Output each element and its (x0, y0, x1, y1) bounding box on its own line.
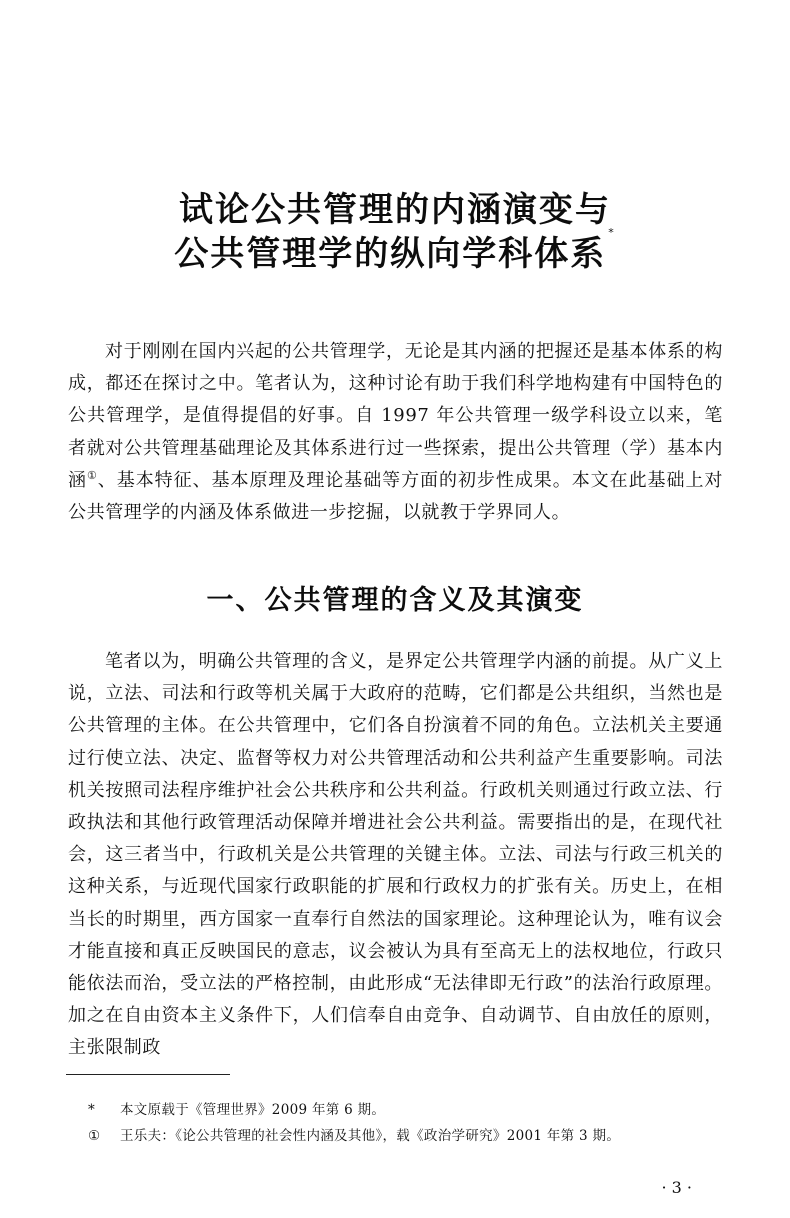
footnote-marker: * (88, 1102, 96, 1118)
title-text-2: 公共管理学的纵向学科体系 (174, 234, 607, 274)
intro-text-part-1: 对于刚刚在国内兴起的公共管理学，无论是其内涵的把握还是基本体系的构成，都还在探讨之中。笔者认为，这种讨论有助于我们科学地构建有中国特色的公共管理学，是值得提倡的好事。自 1997 年公共管理一级学科设立以来，笔者就对公共管理基础理论及其体系进行过一些探索，提出公共管理（学）基本内涵 (68, 341, 723, 491)
footnote-divider (66, 1074, 230, 1075)
article-title-line-1 (0, 182, 790, 231)
section-heading: 一、公共管理的含义及其演变 (206, 585, 584, 616)
footnote-marker: ① (88, 1128, 101, 1144)
intro-text-part-2: 、基本特征、基本原理及理论基础等方面的初步性成果。本文在此基础上对公共管理学的内涵及体系做进一步挖掘，以就教于学界同人。 (68, 469, 724, 524)
intro-paragraph (68, 336, 723, 529)
body-paragraph: 笔者以为，明确公共管理的含义，是界定公共管理学内涵的前提。从广义上说，立法、司法和行政等机关属于大政府的范畴，它们都是公共组织，当然也是公共管理的主体。在公共管理中，它们各自扮演着不同的角色。立法机关主要通过行使立法、决定、监督等权力对公共管理活动和公共利益产生重要影响。司法机关按照司法程序维护社会公共秩序和公共利益。行政机关则通过行政立法、行政执法和其他行政管理活动保障并增进社会公共利益。需要指出的是，在现代社会，这三者当中，行政机关是公共管理的关键主体。立法、司法与行政三机关的这种关系，与近现代国家行政职能的扩展和行政权力的扩张有关。历史上，在相当长的时期里，西方国家一直奉行自然法的国家理论。这种理论认为，唯有议会才能直接和真正反映国民的意志，议会被认为具有至高无上的法权地位，行政只能依法而治，受立法的严格控制，由此形成“无法律即无行政”的法治行政原理。加之在自由资本主义条件下，人们信奉自由竞争、自动调节、自由放任的原则，主张限制政 (68, 651, 723, 1059)
footnote-reference: ① (86, 468, 98, 482)
title-text-1: 试论公共管理的内涵演变与 (179, 190, 611, 230)
footnote-text: 本文原载于《管理世界》2009 年第 6 期。 (120, 1102, 386, 1118)
footnote-text: 王乐夫：《论公共管理的社会性内涵及其他》，载《政治学研究》2001 年第 3 期。 (120, 1128, 621, 1144)
page-number: · 3 · (661, 1178, 692, 1197)
title-footnote-mark: * (608, 226, 616, 239)
footnote-2 (88, 1124, 621, 1144)
footnote-1 (88, 1098, 386, 1118)
article-title-line-2 (0, 226, 790, 275)
